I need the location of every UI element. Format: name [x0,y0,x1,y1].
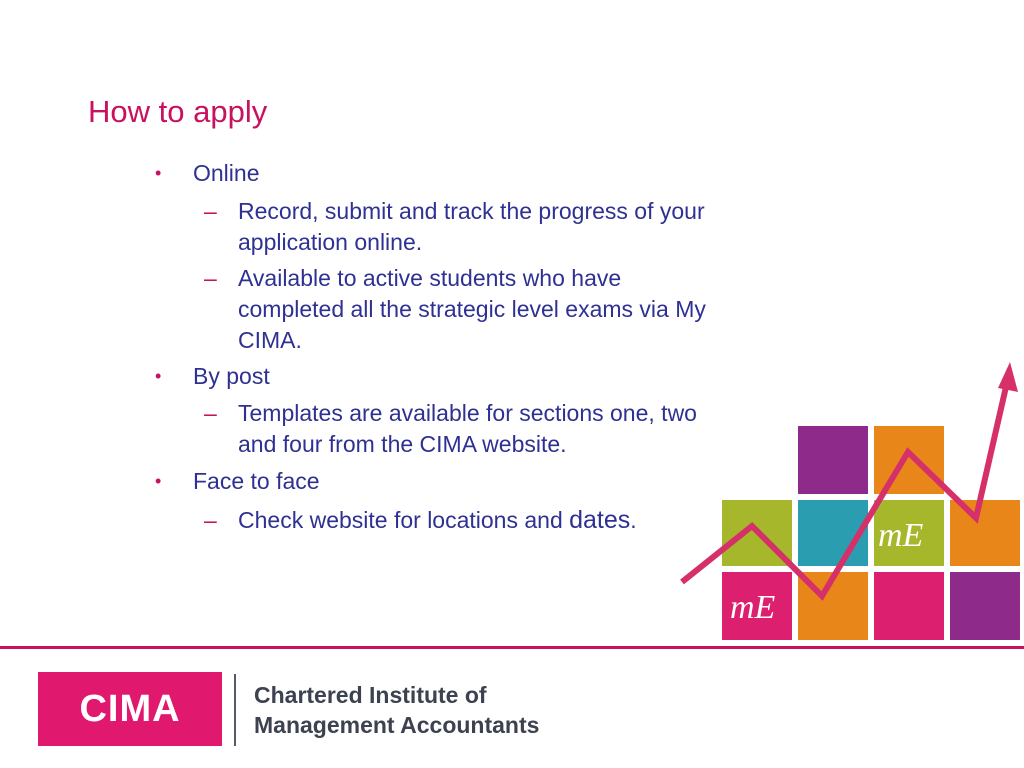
bullet-text: Online [193,160,260,186]
bullet-icon: • [155,471,162,491]
sub-bullet-check-website [204,505,718,536]
sub-bullet-templates [204,398,718,460]
bullet-text: By post [193,363,270,389]
logo-separator [234,674,236,746]
cima-logo [38,672,222,746]
footer-divider [0,646,1024,649]
bullet-online [155,158,260,188]
sub-bullet-text-start: Check website for locations and [238,507,570,533]
tile-label-upper: mE [878,517,924,554]
growth-graphic [680,360,1024,650]
bullet-by-post [155,361,270,391]
tile-orange-mid [950,500,1020,566]
sub-bullet-record [204,196,718,258]
org-name-line2: Management Accountants [254,712,540,738]
dash-icon: – [204,507,217,533]
bullet-face-to-face [155,466,320,496]
bullet-icon: • [155,163,162,183]
sub-bullet-text: Templates are available for sections one, two and four from the CIMA website. [238,400,697,457]
cima-logo-text: CIMA [79,687,181,730]
bullet-text: Face to face [193,468,320,494]
sub-bullet-text: Available to active students who have completed all the strategic level exams via My CIMA. [238,265,706,353]
sub-bullet-text-end: . [630,507,637,533]
tile-magenta-bottom [874,572,944,640]
dash-icon: – [204,400,217,426]
tile-purple-top [798,426,868,494]
tile-orange-top [874,426,944,494]
tile-purple-bottom [950,572,1020,640]
dash-icon: – [204,265,217,291]
bullet-icon: • [155,366,162,386]
sub-bullet-available [204,263,718,356]
sub-bullet-text-big: dates [569,506,631,534]
dash-icon: – [204,198,217,224]
org-name-line1: Chartered Institute of [254,682,487,708]
tile-label-lower: mE [730,589,776,626]
slide-title: How to apply [88,94,268,129]
growth-arrow-head [998,362,1018,392]
org-name [254,680,539,740]
sub-bullet-text: Record, submit and track the progress of your application online. [238,198,705,255]
